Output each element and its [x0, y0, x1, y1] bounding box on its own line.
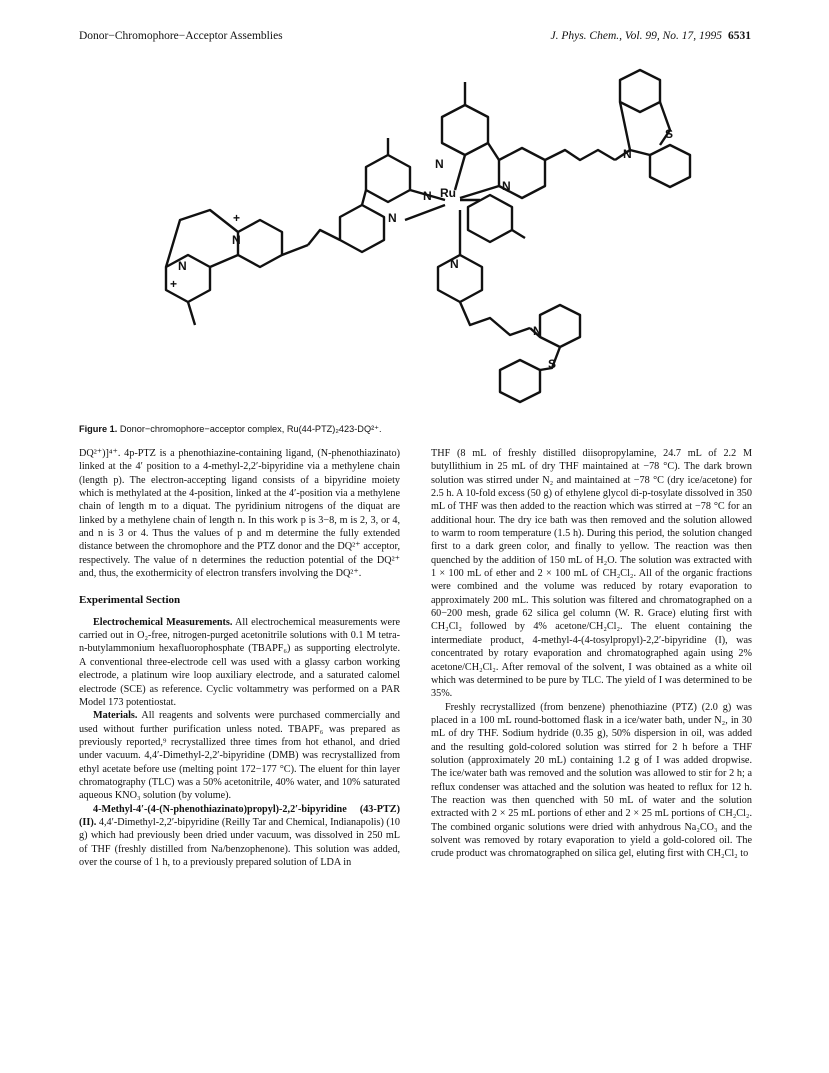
run-in-heading: 4-Methyl-4′-(4-(N-phenothiazinato)propyl)-2,2′-bipyridine (43-PTZ) (II).: [79, 803, 400, 828]
sulfur-label: S: [665, 127, 674, 141]
nitrogen-label: N: [423, 189, 432, 203]
methyl-bond: [188, 302, 195, 325]
nitrogen-label: N: [232, 233, 241, 247]
methylene-chain-top: [545, 150, 615, 160]
phenothiazine-ring-a: [620, 70, 660, 112]
paragraph: Freshly recrystallized (from benzene) phenothiazine (PTZ) (2.0 g) was placed in a 100 mL round-bottomed flask in a ice/water bath, under N₂, in 30 mL of dry THF. Sodium hydride (0.35 g), 50% dispersion in oil, was added and the resulting gold-colored solution was stirred for 2 h before a THF solution (approximately 20 mL) containing 1.2 g of I was added dropwise. The ice/water bath was removed and the solution was allowed to stir for 2 h; a reflux condenser was attached and the solution was heated to reflux for 12 h. The reaction was then quenched with 50 mL of water and the solution extracted with 2 × 25 mL portions of ether and 2 × 25 mL portions of CH₂Cl₂. The combined organic solutions were dried with anhydrous Na₂CO₃ and the solvent was removed by rotary evaporation to yield a gold-colored oil. The crude product was chromatographed on silica gel, eluting first with CH₂Cl₂ to: [431, 701, 752, 860]
bipyridine-bond: [488, 143, 499, 160]
figure-label: Figure 1.: [79, 424, 118, 434]
pyridine-ring-right-center: [468, 195, 512, 242]
figure-caption: [79, 424, 751, 435]
nitrogen-label: N: [388, 211, 397, 225]
left-column: [79, 447, 400, 869]
charge-label: +: [170, 277, 178, 291]
nitrogen-label: N: [623, 147, 632, 161]
phenothiazine-ring-b: [650, 145, 690, 187]
phenothiazine-ring-c: [540, 305, 580, 347]
charge-label: +: [233, 211, 241, 225]
methylene-chain-mid: [308, 230, 340, 245]
running-title: Donor−Chromophore−Acceptor Assemblies: [79, 30, 283, 42]
journal-citation: [550, 30, 751, 42]
pyridine-ring-top: [442, 105, 488, 155]
section-heading: Experimental Section: [79, 594, 181, 607]
paragraph-text: 4,4′-Dimethyl-2,2′-bipyridine (Reilly Tar and Chemical, Indianapolis) (10 g) which had previously been dried under vacuum, was dissolved in 250 mL of THF (freshly distilled from Na/benzophenone). This solution was added, over the course of 1 h, to a previously prepared solution of LDA in: [79, 816, 401, 868]
run-in-heading: Materials.: [93, 710, 138, 722]
sulfur-label: S: [548, 357, 557, 371]
ru-bond: [455, 155, 465, 190]
paragraph-text: All electrochemical measurements were carried out in O₂-free, nitrogen-purged acetonitrile solutions with 0.1 M tetra-n-butylammonium hexafluorophosphate (TBAPF₆) as supporting electrolyte. A conventional three-electrode cell was used with a glassy carbon working electrode, a platinum wire loop auxiliary electrode, and a saturated calomel electrode (SCE) as reference. Cyclic voltammetry was performed on a PAR Model 173 potentiostat.: [79, 616, 400, 708]
paragraph: [79, 803, 400, 870]
pyridine-ring-left-top: [366, 155, 410, 202]
ru-bond: [405, 205, 445, 220]
nitrogen-label: N: [502, 179, 511, 193]
pyridine-ring-bottom: [438, 255, 482, 302]
right-column: [431, 447, 752, 861]
diquat-ring-a: [238, 220, 282, 267]
running-header: [79, 30, 751, 46]
methylene-chain-bottom: [460, 302, 530, 335]
paragraph: THF (8 mL of freshly distilled diisopropylamine, 24.7 mL of 2.2 M butyllithium in 25 mL of dry THF maintained at −78 °C). The dark brown solution was stirred under N₂ and maintained at −78 °C (dry ice/acetone) for 2.5 h. A 10-fold excess (50 g) of ethylene glycol di-p-tosylate dissolved in 350 mL of THF was then added to the reaction which was stirred at −78 °C for an additional hour. The dry ice bath was then removed and the solution allowed to warm to room temperature (1.5 h). During this period, the solution changed first to a dark green color, and finally to yellow. The reaction was then quenched by the addition of 150 mL of H₂O. The solution was extracted with 1 × 100 mL of ether and 2 × 100 mL of CH₂Cl₂. All of the organic fractions were combined and the volume was reduced by rotary evaporation to approximately 200 mL. This solution was filtered and chromatographed on a 60−200 mesh, grade 62 silica gel column (W. R. Grace) eluting first with CH₂Cl₂ followed by 4% acetone/CH₂Cl₂. The eluent containing the intermediate product, 4-methyl-4-(4-tosylpropyl)-2,2′-bipyridine (I), was concentrated by rotary evaporation and chromatographed again using 2% acetone/CH₂Cl₂. After removal of the solvent, I was obtained as a white oil which was determined to be pure by TLC. The yield of I was determined to be 35%.: [431, 448, 752, 700]
structure-drawing: [140, 50, 700, 415]
ruthenium-label: Ru: [440, 186, 456, 200]
run-in-heading: Electrochemical Measurements.: [93, 616, 233, 628]
nitrogen-label: N: [435, 157, 444, 171]
pyridine-ring-left-bottom: [340, 205, 384, 252]
page-number: 6531: [728, 30, 751, 42]
nitrogen-label: N: [450, 257, 459, 271]
paragraph: [79, 616, 400, 709]
chemical-structure-figure: [140, 50, 700, 415]
caption-text: Donor−chromophore−acceptor complex, Ru(44-PTZ)₂423-DQ²⁺.: [119, 424, 382, 434]
paragraph: [79, 709, 400, 802]
nitrogen-label: N: [178, 259, 187, 273]
phenothiazine-ring-d: [500, 360, 540, 402]
journal-name: J. Phys. Chem., Vol. 99, No. 17, 1995: [550, 30, 722, 42]
paragraph: DQ²⁺)]⁴⁺. 4p-PTZ is a phenothiazine-containing ligand, (N-phenothiazinato) linked at the 4′ position to a 4-methyl-2,2′-bipyridine via a methylene chain (length p). The electron-accepting ligand consists of a bipyridine moiety which is methylated at the 4-position, linked at the 4′-position via a methylene chain of length m to a diquat. The pyridinium nitrogens of the diquat are linked by a methylene chain of length n. In this work p is 3−8, m is 2, 3, or 4, and n is 3 or 4. Thus the values of p and m determine the fully extended distance between the chromophore and the PTZ donor and the DQ²⁺ acceptor, respectively. The value of n determines the reduction potential of the DQ²⁺ and, thus, the exothermicity of electron transfers involving the DQ²⁺.: [79, 448, 400, 580]
paragraph-text: All reagents and solvents were purchased commercially and used without further purification unless noted. TBAPF₆ was prepared as previously reported,⁹ recrystallized three times from hot ethanol, and dried under vacuum. 4,4′-Dimethyl-2,2′-bipyridine (DMB) was recrystallized from ethyl acetate before use (melting point 172−177 °C). The eluent for thin layer chromatography (TLC) was a 50% acetonitrile, 40% water, and 10% saturated aqueous KNO₃ solution (by volume).: [79, 710, 401, 802]
nitrogen-label: N: [533, 324, 542, 338]
